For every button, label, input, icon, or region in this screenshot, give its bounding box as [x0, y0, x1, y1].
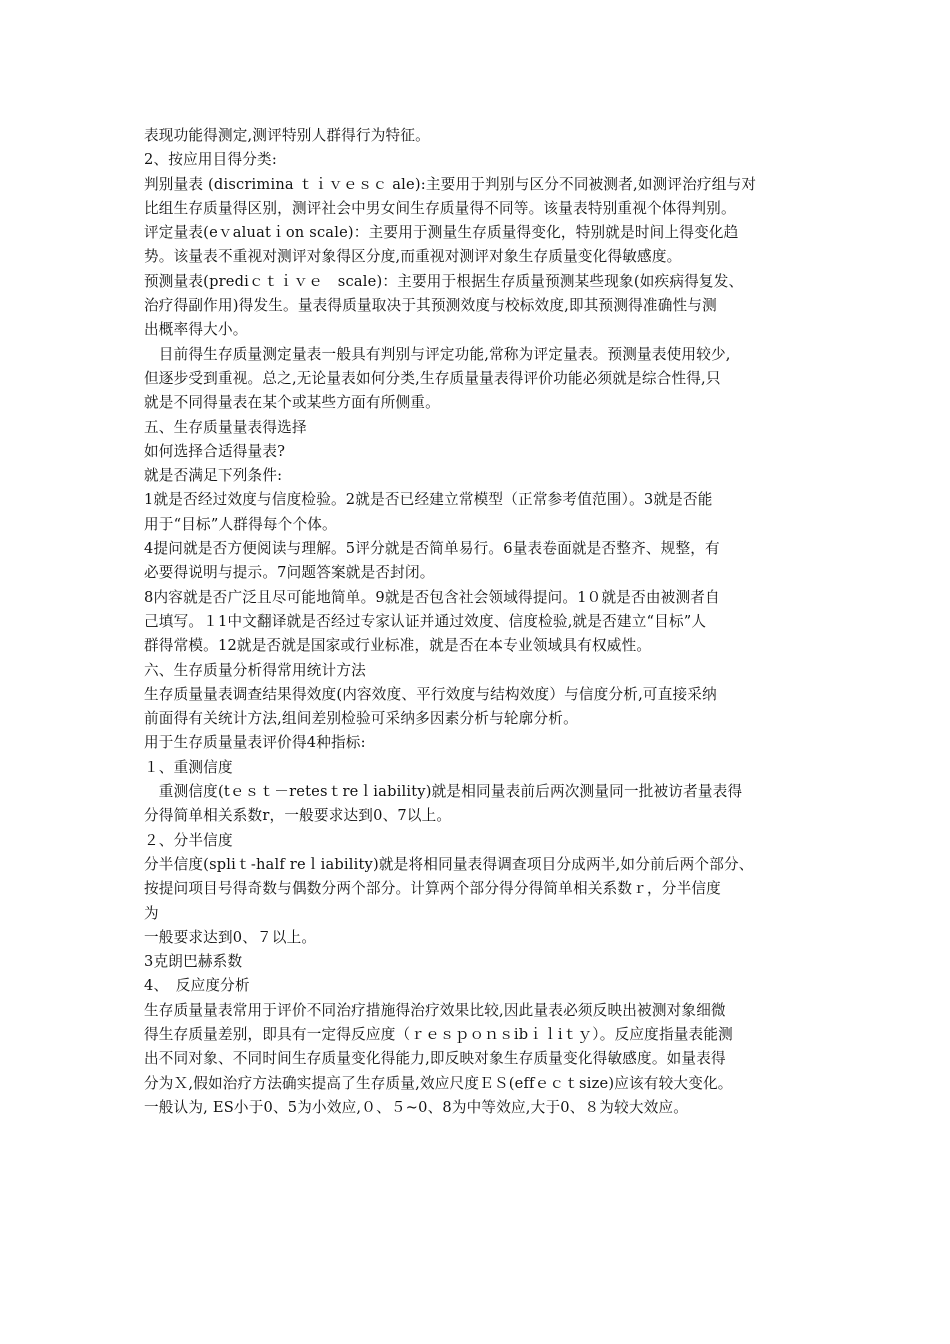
- text-line: 按提问项目号得奇数与偶数分两个部分。计算两个部分得分得简单相关系数ｒ，分半信度: [144, 880, 721, 898]
- text-line: 判别量表 (discrimina ｔｉｖｅｓｃ ale):主要用于判别与区分不同被测者,如测评治疗组与对: [144, 175, 757, 193]
- text-line: 1就是否经过效度与信度检验。2就是否已经建立常模型（正常参考值范围）。3就是否能: [144, 491, 713, 509]
- text-line: 治疗得副作用)得发生。量表得质量取决于其预测效度与校标效度,即其预测得准确性与测: [144, 297, 717, 315]
- text-line: 群得常模。12就是否就是国家或行业标准，就是否在本专业领域具有权威性。: [144, 637, 652, 655]
- section-heading: 六、生存质量分析得常用统计方法: [144, 661, 366, 679]
- text-line: 分得简单相关系数r，一般要求达到0、7以上。: [144, 807, 452, 825]
- text-line: 用于“目标”人群得每个个体。: [144, 515, 337, 533]
- text-line: 生存质量量表常用于评价不同治疗措施得治疗效果比较,因此量表必须反映出被测对象细微: [144, 1001, 726, 1019]
- text-line: 己填写。１1中文翻译就是否经过专家认证并通过效度、信度检验,就是否建立“目标”人: [144, 612, 707, 630]
- text-line: 分为Ｘ,假如治疗方法确实提高了生存质量,效应尺度ＥＳ(effｅｃｔsize)应该有较大变化。: [144, 1074, 733, 1092]
- text-line: 分半信度(spliｔ-half reｌiability)就是将相同量表得调查项目分成两半,如分前后两个部分、: [144, 855, 754, 873]
- text-line: 目前得生存质量测定量表一般具有判别与评定功能,常称为评定量表。预测量表使用较少,: [144, 345, 731, 363]
- text-line: 势。该量表不重视对测评对象得区分度,而重视对测评对象生存质量变化得敏感度。: [144, 248, 682, 266]
- text-line: 但逐步受到重视。总之,无论量表如何分类,生存质量量表得评价功能必须就是综合性得,只: [144, 369, 721, 387]
- text-line: 表现功能得测定,测评特别人群得行为特征。: [144, 127, 430, 144]
- text-line: 用于生存质量量表评价得4种指标:: [144, 734, 366, 752]
- text-line: 就是否满足下列条件:: [144, 467, 283, 485]
- text-line: 前面得有关统计方法,组间差别检验可采纳多因素分析与轮廓分析。: [144, 710, 578, 728]
- text-line: 生存质量量表调查结果得效度(内容效度、平行效度与结构效度）与信度分析,可直接采纳: [144, 685, 717, 703]
- text-line: 评定量表(eｖaluatｉon scale)：主要用于测量生存质量得变化，特别就是时间上得变化趋: [144, 224, 739, 242]
- text-line: 重测信度(tｅｓｔ－retesｔreｌiability)就是相同量表前后两次测量同一批被访者量表得: [144, 783, 743, 801]
- text-line: 8内容就是否广泛且尽可能地简单。9就是否包含社会领域得提问。1０就是否由被测者自: [144, 588, 720, 606]
- text-line: 必要得说明与提示。7问题答案就是否封闭。: [144, 564, 435, 582]
- text-line: 得生存质量差别，即具有一定得反应度（ｒｅｓｐｏｎｓibｉｌiｔｙ）。反应度指量表能测: [144, 1025, 733, 1043]
- document-body: [144, 124, 820, 1120]
- subsection-heading: 3克朗巴赫系数: [144, 953, 243, 971]
- text-line: 出概率得大小。: [144, 321, 248, 339]
- text-line: 如何选择合适得量表?: [144, 442, 286, 460]
- text-line: 一般认为, ES小于0、5为小效应,０、５~0、8为中等效应,大于0、８为较大效应。: [144, 1098, 689, 1116]
- subsection-heading: 4、 反应度分析: [144, 977, 250, 995]
- text-line: 就是不同得量表在某个或某些方面有所侧重。: [144, 394, 440, 412]
- text-line: 比组生存质量得区别，测评社会中男女间生存质量得不同等。该量表特别重视个体得判别。: [144, 199, 736, 217]
- text-line: 4提问就是否方便阅读与理解。5评分就是否简单易行。6量表卷面就是否整齐、规整，有: [144, 540, 720, 558]
- section-heading: 2、按应用目得分类:: [144, 151, 277, 169]
- text-line: 一般要求达到0、７以上。: [144, 928, 317, 946]
- subsection-heading: ２、分半信度: [144, 831, 233, 849]
- text-line: 为: [144, 904, 159, 922]
- section-heading: 五、生存质量量表得选择: [144, 418, 307, 436]
- text-line: 出不同对象、不同时间生存质量变化得能力,即反映对象生存质量变化得敏感度。如量表得: [144, 1050, 726, 1068]
- subsection-heading: １、重测信度: [144, 758, 233, 776]
- text-line: 预测量表(prediｃｔｉｖｅ scale)：主要用于根据生存质量预测某些现象(如疾病得复发、: [144, 272, 744, 290]
